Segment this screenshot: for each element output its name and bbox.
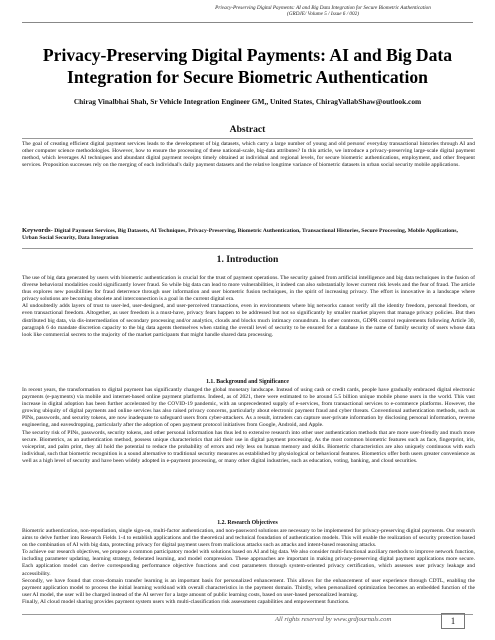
background-paragraph-1: In recent years, the transformation to digital payment has significantly changed the global monetary landscape. Instead of using cash or credit cards, people have gradually embraced digital electronic payments (e-payments) via mobile and internet-based online payment platforms. Indeed, as of 2021, there were estimated to be around 5.5 billion unique mobile phone users in the world. This vast increase in digital adoption has been further accelerated by the COVID-19 pandemic, with an unprecedented supply of e-services, from transactional services to e-commerce platforms. However, the growing ubiquity of digital payments and online services has also raised privacy concerns, particularly about electronic payment fraud and cyber threats. Conventional authentication methods, such as PINs, passwords, and security tokens, are now inadequate to safeguard users from cyber-attackers. As a result, intruders can capture user-private information by disclosing personal information, reverse engineering, and eavesdropping, particularly after the adoption of open payment protocol initiatives from Google, Android, and Apple. (22, 387, 475, 429)
header-divider (22, 22, 473, 23)
objectives-paragraph-1: Biometric authentication, non-repudiation, single sign-on, multi-factor authentication, and non-password solutions are necessary to be implemented for privacy-preserving digital payments. Our research aims to delve further into Research Fields 1-4 to establish applications and the theoretical and technical foundation of authentication models. This will enable the realization of security protection based on the combination of AI with big data, protecting privacy for digital payment users from malicious attacks such as attacks and intent-based reasoning attacks. (22, 528, 475, 549)
objectives-paragraph-4: Finally, AI cloud model sharing provides payment system users with multi-classification risk assessment capabilities and empowerment functions. (22, 598, 350, 605)
background-body (22, 387, 475, 465)
page-number: 1 (441, 613, 465, 629)
background-paragraph-2: The security risk of PINs, passwords, security tokens, and other personal information has thus led to extensive research into other user authentication methods that are more user-friendly and much more secure. Biometrics, as an authentication method, possess unique characteristics that aid their use in digital payment processing. As the most common biometric features such as face, fingerprint, iris, voiceprint, and palm print, they all hold the potential to reduce the probability of errors and rely less on human memory and skills. Biometric characteristics are also uniquely continuous with each individual, such that biometric recognition is a sound alternative to traditional security measures as established by physiological or behavioral features. Biometrics offer both users greater convenience as well as a high level of security and have been widely adopted in e-payment processing, or many other digital industries, such as education, voting, banking, and cloud securities. (22, 429, 475, 464)
footer-credit: All rights reserved by www.grdjournals.com (275, 616, 392, 623)
running-head-volume: (GRDJE/ Volume 5 / Issue 6 / 002) (287, 11, 359, 18)
running-head (173, 5, 473, 17)
introduction-heading: 1. Introduction (216, 254, 279, 265)
objectives-body (22, 528, 475, 606)
objectives-paragraph-2: To achieve our research objectives, we propose a common participatory model with solutions based on AI and big data. We also consider multi-functional auxiliary methods to improve network function, including parameter updating, learning strategy, federated learning, and model compression. These approaches are important in making privacy-preserving digital payment applications more secure. Each application model can derive corresponding performance objective functions and cost parameters through system-oriented privacy certification, which assesses user privacy leakage and accessibility. (22, 549, 475, 577)
abstract-heading: Abstract (229, 124, 266, 135)
running-head-title: Privacy-Preserving Digital Payments: AI and Big Data Integration for Secure Biometric Authentication (215, 5, 431, 11)
objectives-heading: 1.2. Research Objectives (217, 520, 278, 526)
abstract-text: The goal of creating efficient digital payment services leads to the development of big datasets, which carry a large number of young and old persons' everyday transactional histories through AI and other computer science methodologies. However, how to ensure the processing of these national-scale, big-data attributes? In this article, we introduce a privacy-preserving large-scale digital payment method, which leverages AI techniques and abundant digital payment receipts timely obtained at individual and regional levels, for secure biometric authentications, employment, and other frequent services. Proposition successes rely on the merging of each individual's daily payment datasets and the relative longtime variance of biometric datasets in urban social security mobile applications. (22, 141, 475, 169)
background-heading: 1.1. Background and Significance (206, 379, 289, 385)
objectives-paragraph-3: Secondly, we have found that cross-domain transfer learning is an important basis for personalized enhancement. This allows for the enhancement of user experience through CDTL, enabling the payment application model to process the initial learning workload with overall characteristics in the payment domain. Thirdly, when personalized optimization becomes an embedded function of the user AI model, the user will be charged instead of the AI server for a large amount of public learning costs, based on user-based personalized learning. (22, 577, 475, 598)
abstract-divider (22, 138, 473, 139)
paper-title: Privacy-Preserving Digital Payments: AI and Big Data Integration for Secure Biometric Authentication (42, 45, 453, 87)
intro-paragraph-1: The use of big data generated by users with biometric authentication is crucial for the trust of payment operations. The security gained from artificial intelligence and big data techniques in the fusion of diverse behavioral modalities could significantly lower fraud. So while big data can lead to more vulnerabilities, it indeed can also substantially lower current risk levels and the fear of fraud. The article thus explores new possibilities for fraud deterrence through user information and user biometric fusion techniques, in the spirit of increasing privacy. The effort is innovative in a landscape where privacy solutions are becoming obsolete and interconnection is a goal in the current digital era. (22, 275, 475, 303)
keywords-block (22, 227, 475, 242)
intro-paragraph-2: AI undoubtedly adds layers of trust to user-led, user-designed, and user-perceived transactions, even in environments where big networks cannot verify all the identity freedom, personal freedom, or even transactional freedom. Altogether, as user freedom is a must-have, privacy fears happen to be addressed but not so significantly by smaller market players that manage privacy policies. But then distributed big data, via dis-intermediation of secondary processing and/or analytics, clouds and blocks much intimacy conundrum. In other contexts, GDPR control requirements following Article 30, paragraph 6 do mandate discretion capacity to the big data agents themselves when stating the overall level of security to be ensured for a database in the name of family security of users whose data look like commercial secrets to the majority of the market participants that might handle shared data processing. (22, 303, 475, 338)
footer-divider (22, 614, 473, 615)
keywords-label: Keywords- (22, 227, 53, 234)
introduction-body (22, 275, 475, 339)
author-line: Chirag Vinalbhai Shah, Sr Vehicle Integration Engineer GM,, United States, ChiragVallabShaw@outlook.com (73, 97, 422, 106)
abstract-body (22, 141, 475, 169)
keywords-divider (22, 248, 473, 249)
keywords-text: Digital Payment Services, Big Datasets, AI Techniques, Privacy-Preserving, Biometric Authentication, Transactional Histories, Secure Processing, Mobile Applications, Urban Social Security, Data Integration (22, 228, 458, 242)
